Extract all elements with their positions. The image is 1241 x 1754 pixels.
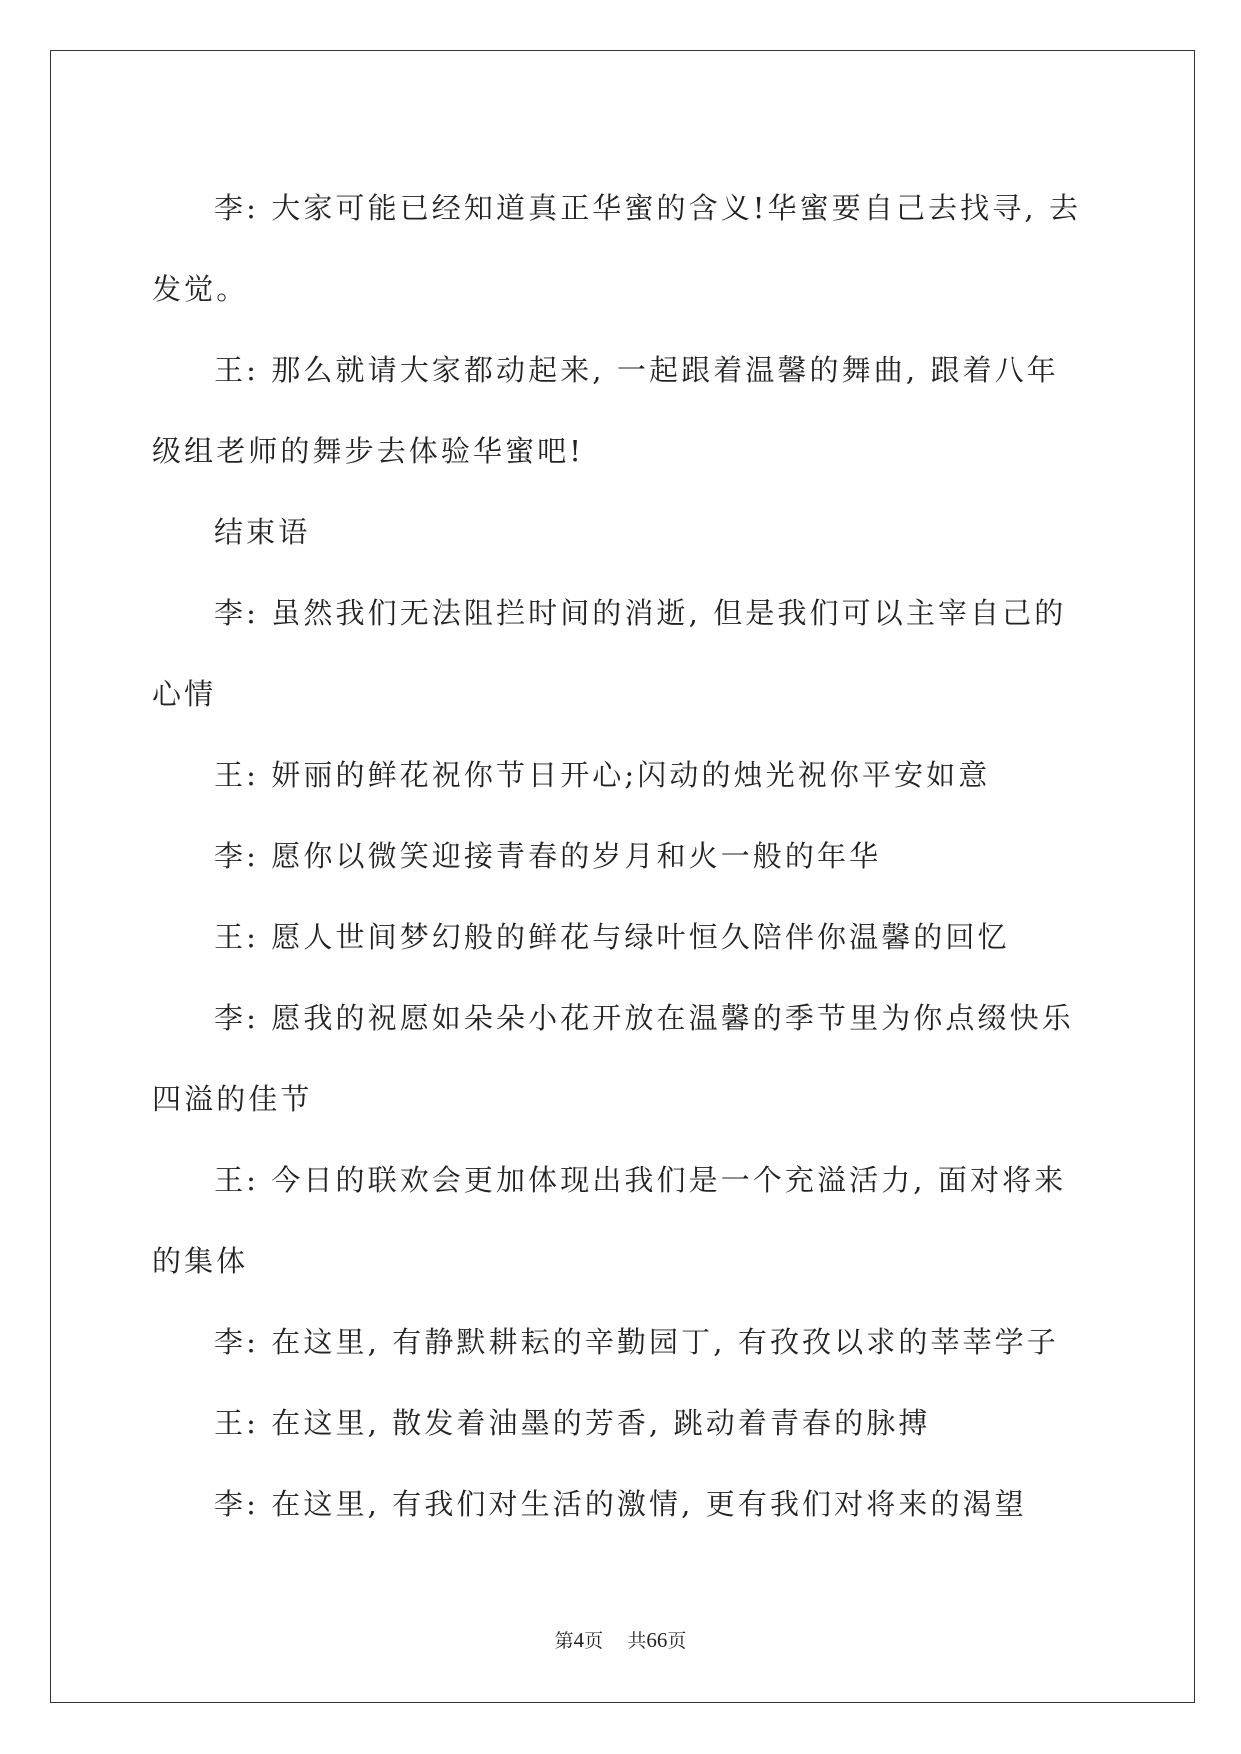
footer-prefix: 第: [554, 1630, 574, 1652]
footer-total-prefix: 共: [627, 1630, 647, 1652]
paragraph: 李: 愿你以微笑迎接青春的岁月和火一般的年华: [214, 839, 882, 873]
paragraph: 王: 妍丽的鲜花祝你节日开心;闪动的烛光祝你平安如意: [214, 758, 991, 792]
paragraph: 李: 大家可能已经知道真正华蜜的含义!华蜜要自己去找寻, 去发觉。: [152, 191, 1082, 306]
paragraph: 李: 在这里, 有我们对生活的激情, 更有我们对将来的渴望: [214, 1487, 1027, 1521]
paragraph: 王: 今日的联欢会更加体现出我们是一个充溢活力, 面对将来的集体: [152, 1163, 1067, 1278]
footer-page-number: 4: [573, 1628, 585, 1652]
paragraph: 王: 在这里, 散发着油墨的芳香, 跳动着青春的脉搏: [214, 1406, 931, 1440]
paragraph: 王: 那么就请大家都动起来, 一起跟着温馨的舞曲, 跟着八年级组老师的舞步去体验华蜜吧!: [152, 353, 1059, 468]
paragraph: 李: 在这里, 有静默耕耘的辛勤园丁, 有孜孜以求的莘莘学子: [214, 1325, 1059, 1359]
paragraph: 李: 虽然我们无法阻拦时间的消逝, 但是我们可以主宰自己的心情: [152, 596, 1067, 711]
footer-page-suffix: 页: [584, 1630, 604, 1652]
footer-total-suffix: 页: [667, 1630, 687, 1652]
footer-total-pages: 66: [646, 1628, 668, 1652]
section-heading: 结束语: [214, 515, 311, 549]
paragraph: 李: 愿我的祝愿如朵朵小花开放在温馨的季节里为你点缀快乐四溢的佳节: [152, 1001, 1074, 1116]
paragraph: 王: 愿人世间梦幻般的鲜花与绿叶恒久陪伴你温馨的回忆: [214, 920, 1010, 954]
document-body: [152, 168, 1090, 1545]
page-footer: [0, 1626, 1241, 1653]
